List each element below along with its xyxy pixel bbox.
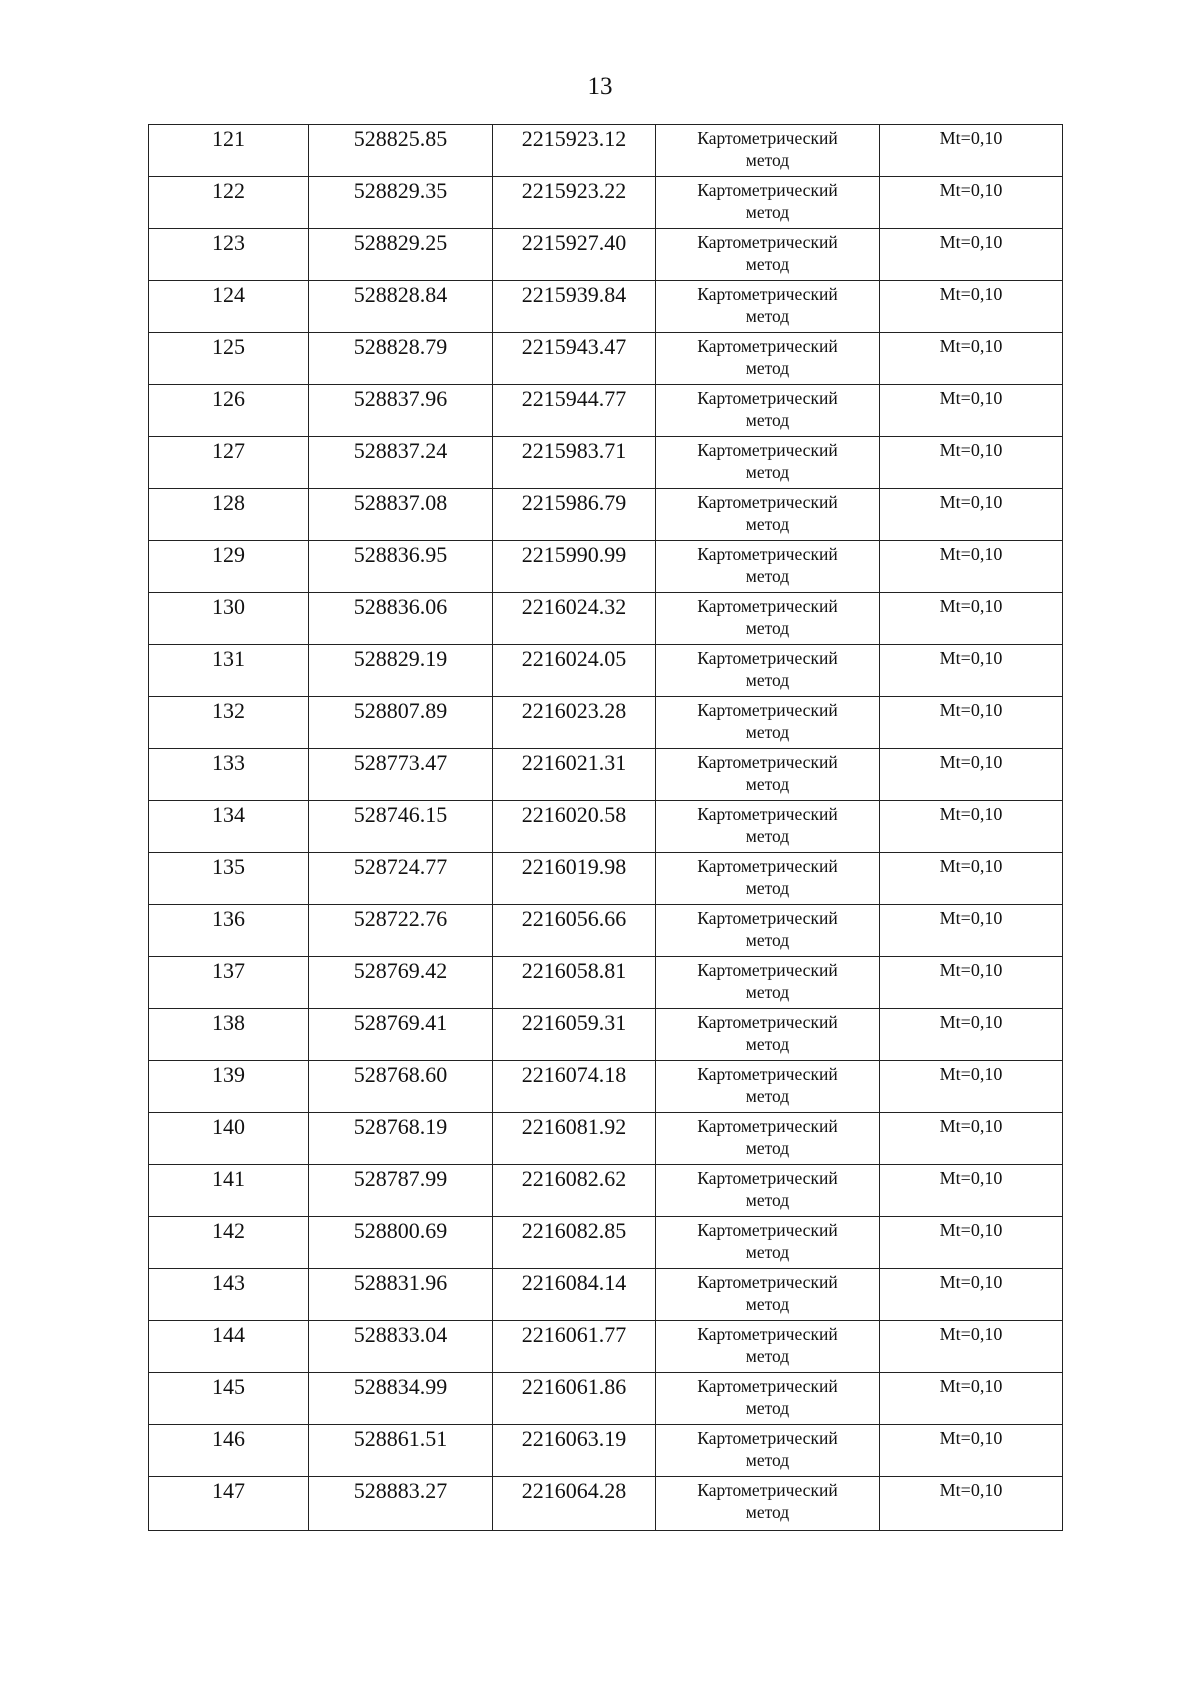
- method-cell: [656, 385, 880, 437]
- table-row: [149, 1321, 1063, 1373]
- table-row: [149, 853, 1063, 905]
- method-line-2: метод: [745, 1190, 790, 1210]
- x-coordinate-cell: 528829.25: [309, 229, 493, 281]
- method-line-2: метод: [745, 514, 790, 534]
- accuracy-cell: Mt=0,10: [880, 1269, 1063, 1321]
- method-line-1: Картометрический: [697, 336, 838, 356]
- table-row: [149, 437, 1063, 489]
- point-number-cell: 125: [149, 333, 309, 385]
- table-row: [149, 541, 1063, 593]
- method-cell: [656, 645, 880, 697]
- method-line-1: Картометрический: [697, 544, 838, 564]
- table-row: [149, 1425, 1063, 1477]
- method-line-2: метод: [745, 930, 790, 950]
- method-line-1: Картометрический: [697, 128, 838, 148]
- point-number-cell: 138: [149, 1009, 309, 1061]
- x-coordinate-cell: 528768.60: [309, 1061, 493, 1113]
- point-number-cell: 131: [149, 645, 309, 697]
- method-line-2: метод: [745, 1502, 790, 1522]
- x-coordinate-cell: 528722.76: [309, 905, 493, 957]
- table-row: [149, 1217, 1063, 1269]
- point-number-cell: 137: [149, 957, 309, 1009]
- method-cell: [656, 229, 880, 281]
- x-coordinate-cell: 528825.85: [309, 125, 493, 177]
- point-number-cell: 144: [149, 1321, 309, 1373]
- point-number-cell: 133: [149, 749, 309, 801]
- coordinates-table-body: [149, 125, 1063, 1531]
- point-number-cell: 141: [149, 1165, 309, 1217]
- table-row: [149, 125, 1063, 177]
- x-coordinate-cell: 528831.96: [309, 1269, 493, 1321]
- method-line-1: Картометрический: [697, 1168, 838, 1188]
- y-coordinate-cell: 2215986.79: [493, 489, 656, 541]
- method-cell: [656, 593, 880, 645]
- point-number-cell: 132: [149, 697, 309, 749]
- y-coordinate-cell: 2216059.31: [493, 1009, 656, 1061]
- method-cell: [656, 1269, 880, 1321]
- y-coordinate-cell: 2216024.05: [493, 645, 656, 697]
- y-coordinate-cell: 2216058.81: [493, 957, 656, 1009]
- method-line-2: метод: [745, 1242, 790, 1262]
- point-number-cell: 121: [149, 125, 309, 177]
- accuracy-cell: Mt=0,10: [880, 125, 1063, 177]
- method-cell: [656, 333, 880, 385]
- accuracy-cell: Mt=0,10: [880, 177, 1063, 229]
- accuracy-cell: Mt=0,10: [880, 645, 1063, 697]
- table-row: [149, 281, 1063, 333]
- method-line-2: метод: [745, 1034, 790, 1054]
- y-coordinate-cell: 2216081.92: [493, 1113, 656, 1165]
- method-line-1: Картометрический: [697, 1324, 838, 1344]
- table-row: [149, 333, 1063, 385]
- method-line-1: Картометрический: [697, 752, 838, 772]
- method-line-2: метод: [745, 1086, 790, 1106]
- method-cell: [656, 1217, 880, 1269]
- x-coordinate-cell: 528834.99: [309, 1373, 493, 1425]
- y-coordinate-cell: 2216061.86: [493, 1373, 656, 1425]
- method-cell: [656, 1373, 880, 1425]
- x-coordinate-cell: 528837.96: [309, 385, 493, 437]
- point-number-cell: 126: [149, 385, 309, 437]
- point-number-cell: 140: [149, 1113, 309, 1165]
- accuracy-cell: Mt=0,10: [880, 697, 1063, 749]
- y-coordinate-cell: 2215923.22: [493, 177, 656, 229]
- y-coordinate-cell: 2215944.77: [493, 385, 656, 437]
- accuracy-cell: Mt=0,10: [880, 385, 1063, 437]
- method-line-1: Картометрический: [697, 1116, 838, 1136]
- x-coordinate-cell: 528828.79: [309, 333, 493, 385]
- method-cell: [656, 1477, 880, 1531]
- y-coordinate-cell: 2216056.66: [493, 905, 656, 957]
- accuracy-cell: Mt=0,10: [880, 437, 1063, 489]
- method-line-1: Картометрический: [697, 1064, 838, 1084]
- method-line-2: метод: [745, 826, 790, 846]
- accuracy-cell: Mt=0,10: [880, 541, 1063, 593]
- y-coordinate-cell: 2215927.40: [493, 229, 656, 281]
- method-cell: [656, 801, 880, 853]
- method-line-1: Картометрический: [697, 856, 838, 876]
- method-line-2: метод: [745, 358, 790, 378]
- y-coordinate-cell: 2216082.62: [493, 1165, 656, 1217]
- y-coordinate-cell: 2216021.31: [493, 749, 656, 801]
- method-cell: [656, 1113, 880, 1165]
- method-line-2: метод: [745, 566, 790, 586]
- point-number-cell: 129: [149, 541, 309, 593]
- point-number-cell: 146: [149, 1425, 309, 1477]
- table-row: [149, 1477, 1063, 1531]
- table-row: [149, 905, 1063, 957]
- table-row: [149, 385, 1063, 437]
- method-line-2: метод: [745, 670, 790, 690]
- x-coordinate-cell: 528861.51: [309, 1425, 493, 1477]
- y-coordinate-cell: 2216074.18: [493, 1061, 656, 1113]
- accuracy-cell: Mt=0,10: [880, 905, 1063, 957]
- point-number-cell: 122: [149, 177, 309, 229]
- x-coordinate-cell: 528837.24: [309, 437, 493, 489]
- accuracy-cell: Mt=0,10: [880, 1113, 1063, 1165]
- method-cell: [656, 541, 880, 593]
- x-coordinate-cell: 528837.08: [309, 489, 493, 541]
- point-number-cell: 134: [149, 801, 309, 853]
- x-coordinate-cell: 528724.77: [309, 853, 493, 905]
- x-coordinate-cell: 528883.27: [309, 1477, 493, 1531]
- accuracy-cell: Mt=0,10: [880, 1321, 1063, 1373]
- method-line-2: метод: [745, 202, 790, 222]
- y-coordinate-cell: 2216024.32: [493, 593, 656, 645]
- accuracy-cell: Mt=0,10: [880, 1373, 1063, 1425]
- x-coordinate-cell: 528836.95: [309, 541, 493, 593]
- accuracy-cell: Mt=0,10: [880, 281, 1063, 333]
- accuracy-cell: Mt=0,10: [880, 1009, 1063, 1061]
- point-number-cell: 130: [149, 593, 309, 645]
- method-line-1: Картометрический: [697, 232, 838, 252]
- x-coordinate-cell: 528768.19: [309, 1113, 493, 1165]
- method-line-2: метод: [745, 150, 790, 170]
- point-number-cell: 128: [149, 489, 309, 541]
- table-row: [149, 645, 1063, 697]
- method-line-2: метод: [745, 722, 790, 742]
- y-coordinate-cell: 2216023.28: [493, 697, 656, 749]
- method-line-2: метод: [745, 618, 790, 638]
- y-coordinate-cell: 2215990.99: [493, 541, 656, 593]
- method-line-1: Картометрический: [697, 440, 838, 460]
- accuracy-cell: Mt=0,10: [880, 489, 1063, 541]
- method-cell: [656, 697, 880, 749]
- accuracy-cell: Mt=0,10: [880, 1061, 1063, 1113]
- table-row: [149, 957, 1063, 1009]
- method-line-1: Картометрический: [697, 596, 838, 616]
- table-row: [149, 229, 1063, 281]
- point-number-cell: 145: [149, 1373, 309, 1425]
- x-coordinate-cell: 528836.06: [309, 593, 493, 645]
- table-row: [149, 1269, 1063, 1321]
- method-line-1: Картометрический: [697, 908, 838, 928]
- x-coordinate-cell: 528800.69: [309, 1217, 493, 1269]
- method-line-2: метод: [745, 774, 790, 794]
- y-coordinate-cell: 2215923.12: [493, 125, 656, 177]
- accuracy-cell: Mt=0,10: [880, 1217, 1063, 1269]
- point-number-cell: 142: [149, 1217, 309, 1269]
- method-cell: [656, 1425, 880, 1477]
- method-cell: [656, 1321, 880, 1373]
- y-coordinate-cell: 2215983.71: [493, 437, 656, 489]
- y-coordinate-cell: 2215939.84: [493, 281, 656, 333]
- y-coordinate-cell: 2216084.14: [493, 1269, 656, 1321]
- method-line-2: метод: [745, 462, 790, 482]
- table-row: [149, 1061, 1063, 1113]
- x-coordinate-cell: 528746.15: [309, 801, 493, 853]
- table-row: [149, 1113, 1063, 1165]
- table-row: [149, 1373, 1063, 1425]
- method-line-2: метод: [745, 1294, 790, 1314]
- method-line-1: Картометрический: [697, 648, 838, 668]
- table-row: [149, 801, 1063, 853]
- accuracy-cell: Mt=0,10: [880, 229, 1063, 281]
- point-number-cell: 147: [149, 1477, 309, 1531]
- page-number: 13: [587, 73, 613, 100]
- method-line-2: метод: [745, 1138, 790, 1158]
- method-line-1: Картометрический: [697, 180, 838, 200]
- y-coordinate-cell: 2215943.47: [493, 333, 656, 385]
- method-line-1: Картометрический: [697, 1220, 838, 1240]
- method-cell: [656, 905, 880, 957]
- method-cell: [656, 957, 880, 1009]
- table-row: [149, 593, 1063, 645]
- method-cell: [656, 1009, 880, 1061]
- x-coordinate-cell: 528829.19: [309, 645, 493, 697]
- method-line-1: Картометрический: [697, 1012, 838, 1032]
- x-coordinate-cell: 528773.47: [309, 749, 493, 801]
- x-coordinate-cell: 528828.84: [309, 281, 493, 333]
- method-line-1: Картометрический: [697, 700, 838, 720]
- method-line-1: Картометрический: [697, 960, 838, 980]
- method-line-2: метод: [745, 254, 790, 274]
- point-number-cell: 123: [149, 229, 309, 281]
- table-row: [149, 177, 1063, 229]
- table-row: [149, 489, 1063, 541]
- point-number-cell: 136: [149, 905, 309, 957]
- y-coordinate-cell: 2216063.19: [493, 1425, 656, 1477]
- method-cell: [656, 489, 880, 541]
- method-cell: [656, 749, 880, 801]
- method-line-1: Картометрический: [697, 284, 838, 304]
- accuracy-cell: Mt=0,10: [880, 333, 1063, 385]
- x-coordinate-cell: 528787.99: [309, 1165, 493, 1217]
- method-line-2: метод: [745, 982, 790, 1002]
- accuracy-cell: Mt=0,10: [880, 749, 1063, 801]
- method-cell: [656, 125, 880, 177]
- point-number-cell: 143: [149, 1269, 309, 1321]
- accuracy-cell: Mt=0,10: [880, 957, 1063, 1009]
- method-cell: [656, 1061, 880, 1113]
- accuracy-cell: Mt=0,10: [880, 1165, 1063, 1217]
- method-cell: [656, 281, 880, 333]
- method-line-1: Картометрический: [697, 804, 838, 824]
- point-number-cell: 139: [149, 1061, 309, 1113]
- y-coordinate-cell: 2216064.28: [493, 1477, 656, 1531]
- method-line-1: Картометрический: [697, 1480, 838, 1500]
- method-line-2: метод: [745, 1398, 790, 1418]
- x-coordinate-cell: 528829.35: [309, 177, 493, 229]
- accuracy-cell: Mt=0,10: [880, 1425, 1063, 1477]
- method-cell: [656, 437, 880, 489]
- y-coordinate-cell: 2216082.85: [493, 1217, 656, 1269]
- point-number-cell: 135: [149, 853, 309, 905]
- y-coordinate-cell: 2216061.77: [493, 1321, 656, 1373]
- x-coordinate-cell: 528769.41: [309, 1009, 493, 1061]
- method-line-2: метод: [745, 1450, 790, 1470]
- method-cell: [656, 1165, 880, 1217]
- x-coordinate-cell: 528807.89: [309, 697, 493, 749]
- coordinates-table: [148, 124, 1063, 1531]
- method-line-2: метод: [745, 410, 790, 430]
- method-line-1: Картометрический: [697, 492, 838, 512]
- table-row: [149, 749, 1063, 801]
- y-coordinate-cell: 2216019.98: [493, 853, 656, 905]
- method-line-2: метод: [745, 1346, 790, 1366]
- method-line-1: Картометрический: [697, 1376, 838, 1396]
- accuracy-cell: Mt=0,10: [880, 801, 1063, 853]
- method-cell: [656, 177, 880, 229]
- table-row: [149, 1009, 1063, 1061]
- point-number-cell: 124: [149, 281, 309, 333]
- method-line-1: Картометрический: [697, 1428, 838, 1448]
- accuracy-cell: Mt=0,10: [880, 853, 1063, 905]
- method-line-2: метод: [745, 878, 790, 898]
- method-line-1: Картометрический: [697, 1272, 838, 1292]
- table-row: [149, 1165, 1063, 1217]
- accuracy-cell: Mt=0,10: [880, 1477, 1063, 1531]
- table-row: [149, 697, 1063, 749]
- y-coordinate-cell: 2216020.58: [493, 801, 656, 853]
- x-coordinate-cell: 528833.04: [309, 1321, 493, 1373]
- method-line-2: метод: [745, 306, 790, 326]
- method-cell: [656, 853, 880, 905]
- accuracy-cell: Mt=0,10: [880, 593, 1063, 645]
- point-number-cell: 127: [149, 437, 309, 489]
- method-line-1: Картометрический: [697, 388, 838, 408]
- x-coordinate-cell: 528769.42: [309, 957, 493, 1009]
